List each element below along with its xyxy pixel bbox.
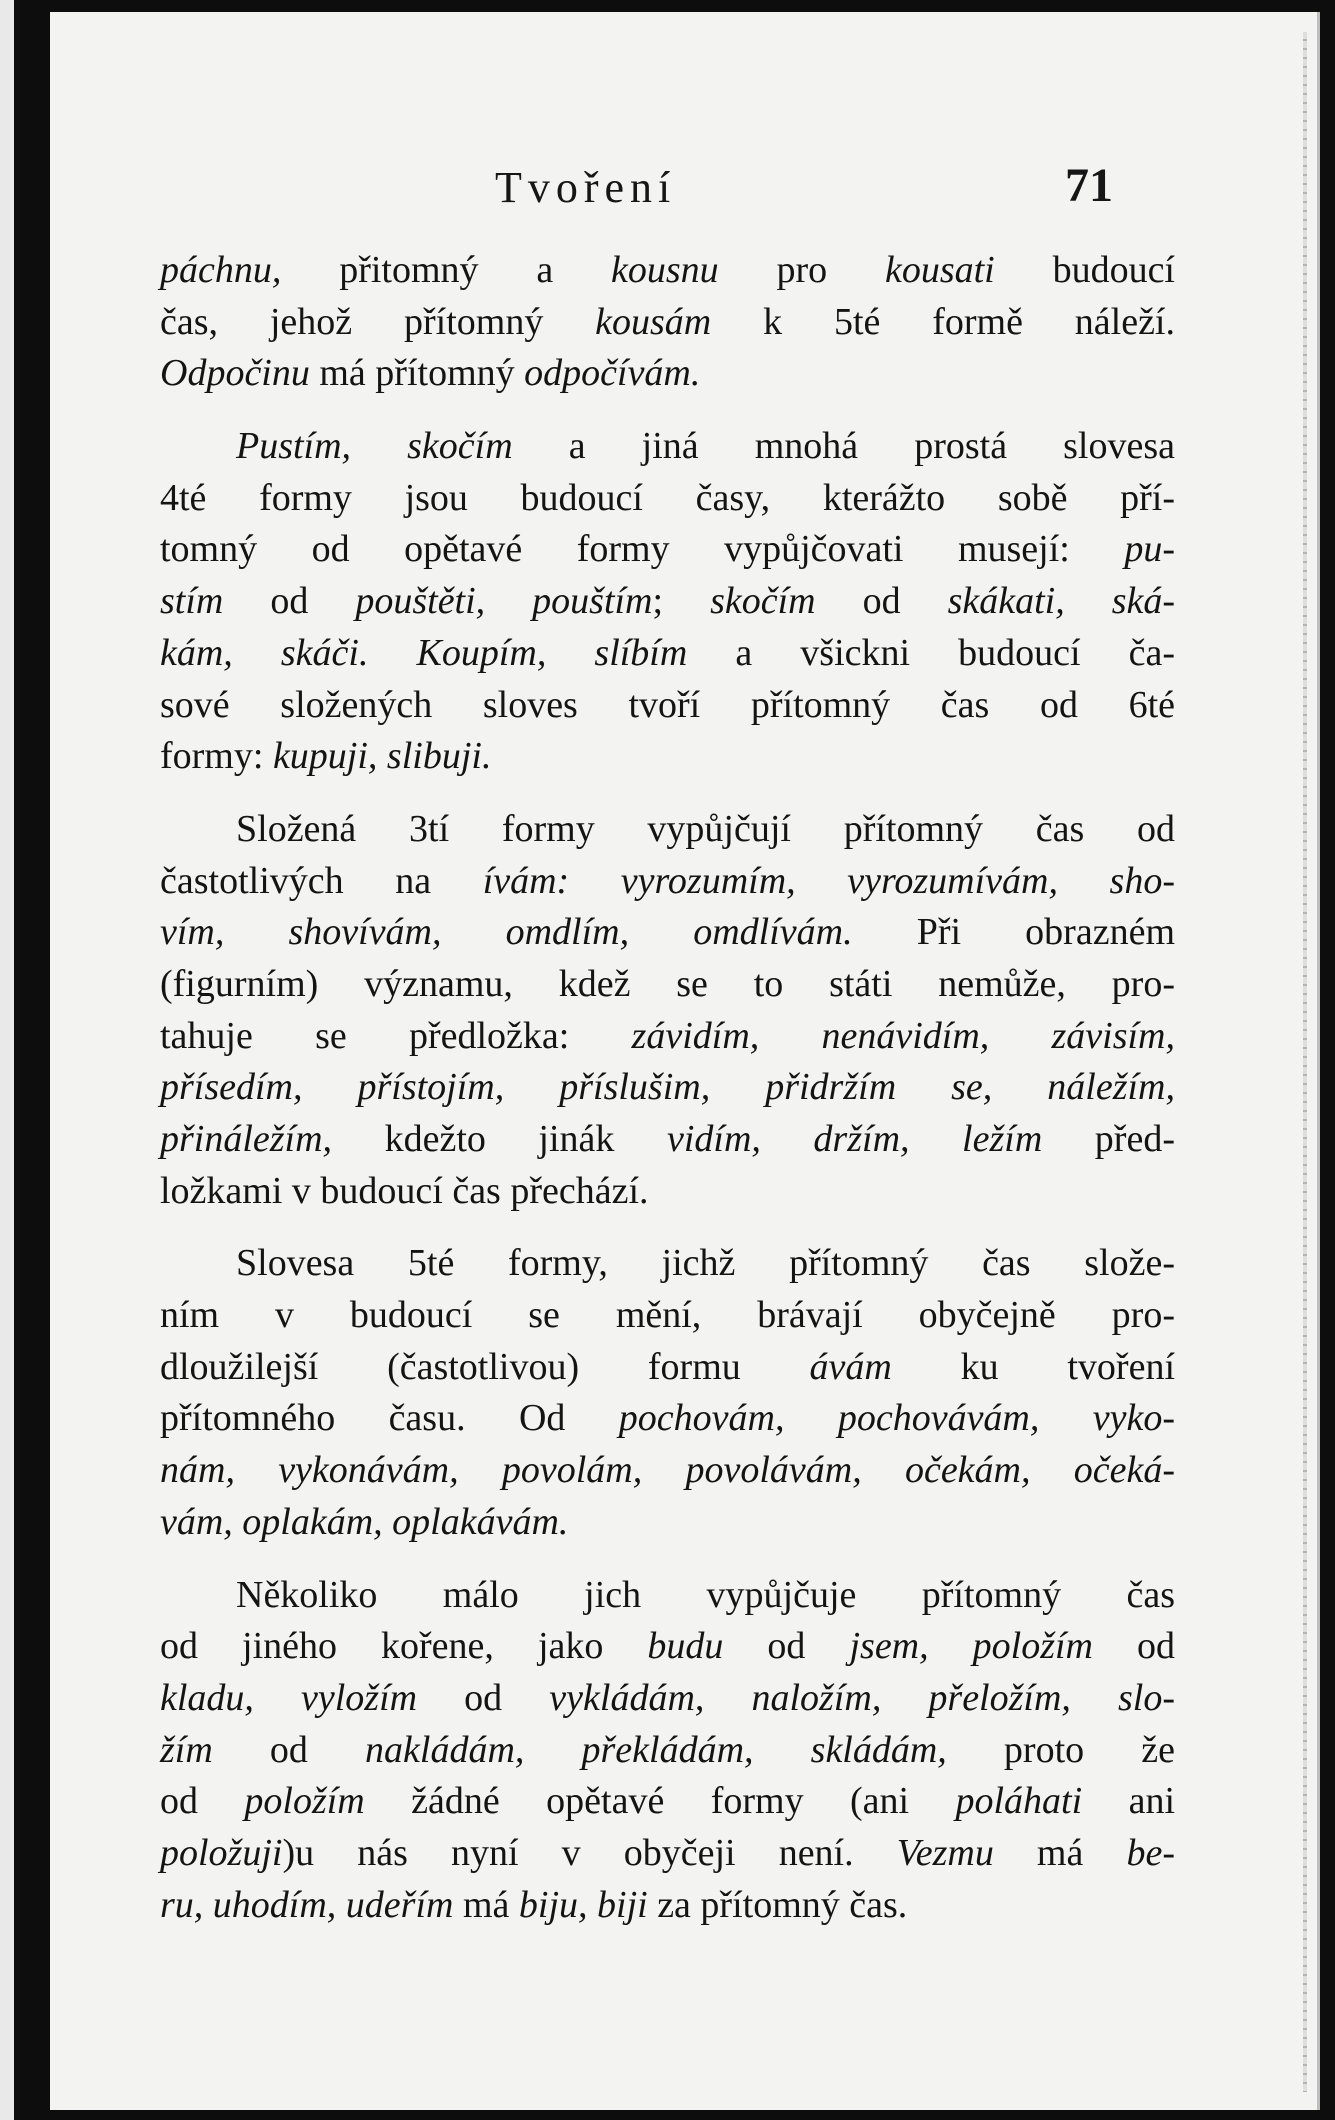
text-run: pro	[718, 249, 885, 291]
text-line	[160, 245, 1175, 297]
text-run: čas, jehož přítomný	[160, 300, 596, 343]
text-line	[160, 1621, 1175, 1673]
running-title: Tvoření	[495, 163, 677, 212]
page-header	[50, 159, 1320, 222]
text-run: přítomného času. Od	[160, 1397, 619, 1440]
paragraph	[160, 1570, 1175, 1932]
italic-word: jsem, položím	[849, 1625, 1093, 1668]
text-run: formy:	[160, 735, 273, 778]
paragraph	[160, 421, 1175, 783]
italic-word: přísedím, přístojím, příslušim, přidržím se, náležím,	[160, 1066, 1175, 1109]
italic-word: skákati, ská-	[947, 580, 1176, 623]
text-run: tahuje se předložka:	[160, 1014, 632, 1057]
text-run: (figurním) významu, kdež se to státi nemůže, pro-	[160, 962, 1175, 1005]
italic-word: přináležím,	[160, 1118, 333, 1160]
text-line	[160, 1393, 1175, 1445]
italic-word: nakládám, překládám, skládám,	[365, 1728, 947, 1771]
text-run: od	[723, 1625, 850, 1668]
text-line	[160, 297, 1175, 349]
italic-word: závidím, nenávidím, závisím,	[631, 1014, 1175, 1057]
italic-word: odpočívám.	[524, 352, 701, 395]
italic-word: Odpočinu	[160, 352, 310, 395]
italic-word: be-	[1126, 1831, 1175, 1874]
text-line	[160, 1776, 1175, 1828]
text-line	[160, 576, 1175, 628]
text-run: Slovesa 5té formy, jichž přítomný čas slože-	[236, 1242, 1175, 1285]
italic-word: položím	[244, 1780, 365, 1823]
italic-word: pochovám, pochovávám, vyko-	[618, 1397, 1175, 1440]
text-run: k 5té formě náleží.	[711, 300, 1175, 343]
text-run: přitomný a	[281, 249, 612, 291]
text-run: za přítomný čas.	[647, 1883, 908, 1926]
text-run: před-	[1042, 1118, 1175, 1160]
italic-word: kousám	[595, 300, 712, 343]
italic-word: vidím, držím, ležím	[666, 1118, 1043, 1160]
text-line	[160, 907, 1175, 959]
text-run: od	[417, 1676, 550, 1719]
text-line	[160, 1673, 1175, 1725]
text-run: ním v budoucí se mění, brávají obyčejně pro-	[160, 1294, 1175, 1337]
body-text	[160, 245, 1175, 1952]
italic-word: vykládám, naložím, přeložím, slo-	[549, 1676, 1175, 1719]
text-line	[160, 473, 1175, 525]
text-run: a jiná mnohá prostá slovesa	[512, 425, 1175, 468]
text-line	[160, 856, 1175, 908]
italic-word: kupuji, slibuji.	[272, 735, 492, 778]
text-line	[160, 1570, 1175, 1622]
text-run: má přítomný	[309, 352, 525, 395]
italic-word: budu	[647, 1625, 724, 1668]
text-run: od jiného kořene, jako	[160, 1625, 648, 1668]
italic-word: Vezmu	[896, 1831, 994, 1874]
text-run: od	[212, 1728, 366, 1771]
text-line	[160, 680, 1175, 732]
text-line	[160, 1445, 1175, 1497]
italic-word: kousati	[884, 249, 995, 291]
text-run: a všickni budoucí ča-	[687, 631, 1175, 674]
italic-word: Pustím, skočím	[236, 425, 513, 468]
text-run: častotlivých na	[160, 859, 483, 902]
text-run: dloužilejší (častotlivou) formu	[160, 1345, 810, 1388]
paragraph	[160, 1238, 1175, 1548]
text-line	[160, 524, 1175, 576]
text-line	[160, 348, 1175, 400]
text-run: Při obrazném	[852, 911, 1175, 954]
text-run: od	[1093, 1625, 1176, 1668]
adjacent-page-edge	[0, 0, 14, 2120]
text-line	[160, 1238, 1175, 1290]
text-run: )u nás nyní v obyčeji není.	[282, 1831, 897, 1874]
text-run: budoucí	[994, 249, 1175, 291]
text-line	[160, 628, 1175, 680]
italic-word: vím, shovívám, omdlím, omdlívám.	[160, 911, 853, 954]
book-page	[50, 12, 1320, 2110]
italic-word: stím	[160, 580, 224, 623]
page-number: 71	[1065, 159, 1113, 212]
text-run: od	[160, 1780, 245, 1823]
text-run: Složená 3tí formy vypůjčují přítomný čas od	[236, 807, 1175, 850]
italic-word: kám, skáči. Koupím, slíbím	[160, 631, 688, 674]
text-run: sové složených sloves tvoří přítomný čas od 6té	[160, 683, 1175, 726]
text-run: od	[223, 580, 356, 623]
text-line	[160, 1166, 1175, 1218]
text-run: má	[453, 1883, 519, 1926]
italic-word: nám, vykonávám, povolám, povolávám, očekám, očeká-	[160, 1449, 1175, 1492]
text-run: Několiko málo jich vypůjčuje přítomný čas	[236, 1573, 1175, 1616]
text-line	[160, 1342, 1175, 1394]
text-run: ani	[1082, 1780, 1175, 1823]
text-line	[160, 1114, 1175, 1166]
italic-word: ru, uhodím, udeřím	[160, 1883, 454, 1926]
text-line	[160, 1290, 1175, 1342]
italic-word: pu-	[1124, 528, 1175, 571]
text-run: od	[815, 580, 948, 623]
italic-word: biju, biji	[518, 1883, 648, 1926]
italic-word: vám, oplakám, oplakávám.	[160, 1500, 569, 1543]
text-line	[160, 959, 1175, 1011]
text-run: 4té formy jsou budoucí časy, kterážto sobě pří-	[160, 476, 1175, 519]
text-run: má	[993, 1831, 1127, 1874]
italic-word: skočím	[710, 580, 816, 623]
italic-word: pouštěti, pouštím	[355, 580, 653, 623]
italic-word: páchnu,	[160, 249, 282, 291]
text-line	[160, 804, 1175, 856]
paragraph	[160, 245, 1175, 400]
text-line	[160, 1497, 1175, 1549]
paragraph	[160, 804, 1175, 1218]
text-line	[160, 731, 1175, 783]
text-line	[160, 1011, 1175, 1063]
page-fore-edge	[1303, 32, 1307, 2092]
text-run: ;	[652, 580, 711, 623]
italic-word: žím	[160, 1728, 213, 1771]
text-run: žádné opětavé formy (ani	[364, 1780, 956, 1823]
text-run: ložkami v budoucí čas přechází.	[160, 1169, 649, 1212]
text-line	[160, 1062, 1175, 1114]
italic-word: kousnu	[611, 249, 719, 291]
italic-word: ávám	[809, 1345, 892, 1388]
italic-word: kladu, vyložím	[160, 1676, 418, 1719]
text-run: tomný od opětavé formy vypůjčovati musejí:	[160, 528, 1125, 571]
text-line	[160, 1725, 1175, 1777]
text-line	[160, 1880, 1175, 1932]
text-run: kdežto jinák	[332, 1118, 667, 1160]
italic-word: poláhati	[955, 1780, 1083, 1823]
italic-word: položuji	[160, 1831, 283, 1874]
text-run: proto že	[946, 1728, 1175, 1771]
text-run: ku tvoření	[891, 1345, 1176, 1388]
text-line	[160, 1828, 1175, 1880]
italic-word: ívám: vyrozumím, vyrozumívám, sho-	[482, 859, 1175, 902]
text-line	[160, 421, 1175, 473]
